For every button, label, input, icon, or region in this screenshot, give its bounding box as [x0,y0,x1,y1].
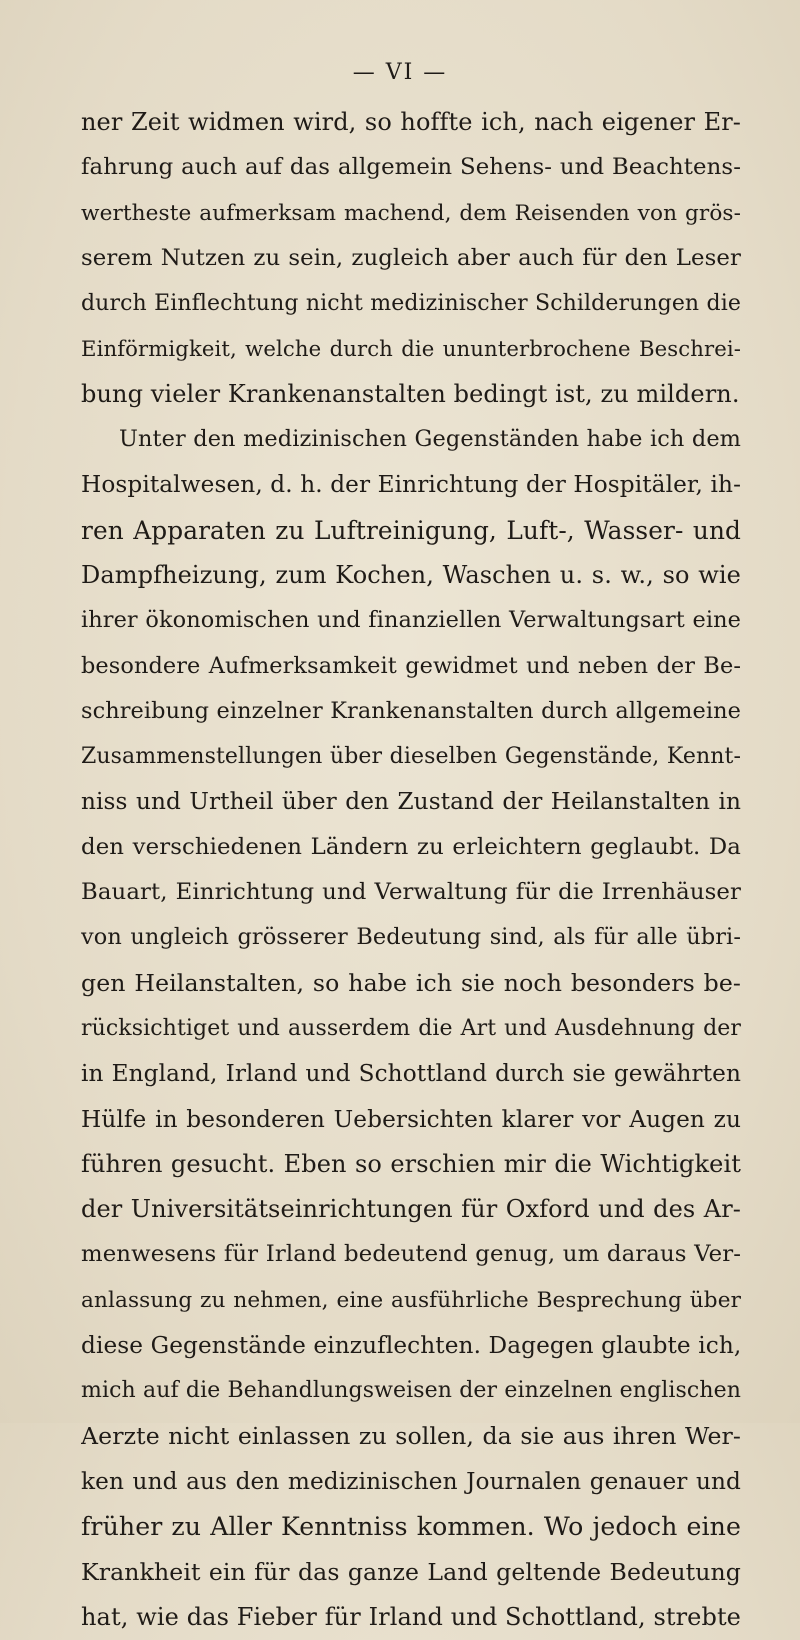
page-number-header: — VI — [352,60,448,85]
text-line: serem Nutzen zu sein, zugleich aber auch für den Leser [81,244,741,271]
text-line: hat, wie das Fieber für Irland und Schottland, strebte [81,1602,741,1631]
text-line: Hülfe in besonderen Uebersichten klarer vor Augen zu [81,1105,741,1133]
text-line: durch Einflechtung nicht medizinischer Schilderungen die [81,291,741,317]
text-line: niss und Urtheil über den Zustand der Heilanstalten in [81,788,741,816]
text-line: Unter den medizinischen Gegenständen habe ich dem [119,426,741,453]
text-line: diese Gegenstände einzuflechten. Dagegen glaubte ich, [81,1332,741,1360]
body-text [81,100,741,1640]
text-line: mich auf die Behandlungsweisen der einzelnen englischen [81,1378,741,1404]
text-line: ihrer ökonomischen und finanziellen Verwaltungsart eine [81,607,741,634]
text-line: ken und aus den medizinischen Journalen genauer und [81,1467,741,1495]
text-line: der Universitätseinrichtungen für Oxford und des Ar- [81,1195,741,1224]
text-line: von ungleich grösserer Bedeutung sind, als für alle übri- [81,924,741,951]
text-line: den verschiedenen Ländern zu erleichtern geglaubt. Da [81,833,741,860]
text-line: ner Zeit widmen wird, so hoffte ich, nach eigener Er- [81,108,741,136]
text-line: anlassung zu nehmen, eine ausführliche Besprechung über [81,1287,741,1313]
text-line: früher zu Aller Kenntniss kommen. Wo jedoch eine [81,1512,741,1542]
text-line: führen gesucht. Eben so erschien mir die Wichtigkeit [81,1149,741,1178]
text-line: Einförmigkeit, welche durch die ununterbrochene Beschrei- [81,336,741,362]
text-line: Krankheit ein für das ganze Land geltende Bedeutung [81,1557,741,1586]
text-line: rücksichtiget und ausserdem die Art und Ausdehnung der [81,1015,741,1041]
text-line: Dampfheizung, zum Kochen, Waschen u. s. w., so wie [81,560,741,589]
text-line: Zusammenstellungen über dieselben Gegenstände, Kennt- [81,744,741,770]
text-line: Hospitalwesen, d. h. der Einrichtung der Hospitäler, ih- [81,471,741,499]
text-line: Aerzte nicht einlassen zu sollen, da sie aus ihren Wer- [81,1421,741,1450]
text-line: Bauart, Einrichtung und Verwaltung für die Irrenhäuser [81,879,741,906]
text-line: bung vieler Krankenanstalten bedingt ist, zu mildern. [81,379,740,408]
text-line: gen Heilanstalten, so habe ich sie noch besonders be- [81,968,741,997]
text-line: in England, Irland und Schottland durch sie gewährten [81,1060,741,1088]
text-line: wertheste aufmerksam machend, dem Reisenden von grös- [81,200,741,226]
text-line: menwesens für Irland bedeutend genug, um daraus Ver- [81,1241,741,1268]
text-line: fahrung auch auf das allgemein Sehens- und Beachtens- [81,154,741,181]
text-line: besondere Aufmerksamkeit gewidmet und neben der Be- [81,652,741,679]
text-line: schreibung einzelner Krankenanstalten durch allgemeine [81,697,741,724]
text-line: ren Apparaten zu Luftreinigung, Luft-, Wasser- und [81,515,741,545]
